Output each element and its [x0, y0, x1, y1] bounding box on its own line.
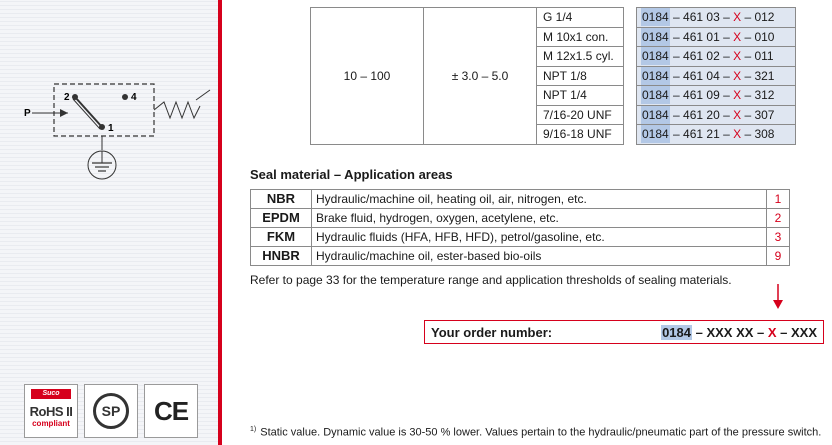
seal-code: 2	[767, 209, 790, 228]
part-prefix: 0184	[642, 127, 669, 142]
part-suffix: 321	[754, 68, 775, 83]
seal-row	[251, 247, 790, 266]
spacer-cell	[624, 47, 637, 67]
part-prefix: 0184	[642, 49, 669, 64]
order-number-box	[424, 320, 824, 344]
footnote-text: Static value. Dynamic value is 30-50 % lower. Values pertain to the hydraulic/pneumatic part of the pressure switch.	[260, 426, 822, 439]
part-dash: –	[719, 88, 734, 103]
pressure-range-cell: 10 – 100	[311, 8, 424, 145]
part-dash: –	[669, 49, 684, 64]
seal-code: 3	[767, 228, 790, 247]
csa-mark: SP	[93, 393, 129, 429]
order-mid: – XXX XX –	[691, 324, 768, 340]
part-number-cell	[637, 47, 796, 67]
part-prefix: 0184	[642, 88, 669, 103]
thread-cell: NPT 1/4	[537, 86, 624, 106]
part-dash: –	[719, 68, 734, 83]
part-seal-code: X	[733, 68, 742, 83]
certification-logos	[24, 384, 198, 438]
part-dash: –	[719, 49, 734, 64]
order-label: Your order number:	[431, 324, 553, 340]
sidebar-panel	[0, 0, 218, 445]
spec-row	[311, 8, 796, 28]
spacer-cell	[624, 86, 637, 106]
part-dash: –	[741, 68, 755, 83]
part-dash: –	[741, 88, 755, 103]
part-dash: –	[719, 10, 734, 25]
port-1-label: 1	[108, 123, 114, 134]
part-dash: –	[669, 68, 684, 83]
ce-mark: CE	[153, 395, 189, 426]
part-dash: –	[719, 107, 734, 122]
part-number-cell	[637, 125, 796, 145]
part-number-cell	[637, 8, 796, 28]
temperature-note: Refer to page 33 for the temperature range and application thresholds of sealing materials.	[250, 273, 732, 287]
part-prefix: 0184	[642, 29, 669, 44]
part-suffix: 010	[754, 29, 775, 44]
spacer-cell	[624, 125, 637, 145]
part-series: 461 21	[683, 127, 720, 142]
part-seal-code: X	[733, 107, 742, 122]
rohs-subtitle: compliant	[32, 419, 70, 428]
spec-table	[310, 7, 796, 145]
part-dash: –	[741, 107, 755, 122]
port-2-label: 2	[64, 92, 70, 103]
ce-logo	[144, 384, 198, 438]
part-dash: –	[669, 10, 684, 25]
part-series: 461 03	[683, 10, 720, 25]
order-seal-code: X	[767, 324, 777, 340]
seal-code: 9	[767, 247, 790, 266]
footnote-mark: 1)	[250, 426, 257, 433]
part-suffix: 308	[754, 127, 775, 142]
part-seal-code: X	[733, 49, 742, 64]
part-number-cell	[637, 86, 796, 106]
seal-material: FKM	[251, 228, 312, 247]
part-suffix: 307	[754, 107, 775, 122]
part-suffix: 011	[754, 49, 774, 64]
thread-cell: M 12x1.5 cyl.	[537, 47, 624, 67]
part-suffix: 012	[754, 10, 775, 25]
seal-material: EPDM	[251, 209, 312, 228]
red-divider	[218, 0, 222, 445]
part-seal-code: X	[733, 10, 742, 25]
part-seal-code: X	[733, 88, 742, 103]
port-4-label: 4	[131, 92, 137, 103]
part-dash: –	[719, 29, 734, 44]
spacer-cell	[624, 8, 637, 28]
seal-material: NBR	[251, 190, 312, 209]
part-dash: –	[669, 127, 684, 142]
thread-cell: G 1/4	[537, 8, 624, 28]
part-dash: –	[669, 29, 684, 44]
seal-application: Hydraulic fluids (HFA, HFB, HFD), petrol/gasoline, etc.	[312, 228, 767, 247]
part-series: 461 01	[683, 29, 720, 44]
thread-cell: NPT 1/8	[537, 66, 624, 86]
part-series: 461 04	[683, 68, 720, 83]
spacer-cell	[624, 27, 637, 47]
part-dash: –	[741, 10, 755, 25]
seal-application: Hydraulic/machine oil, heating oil, air, nitrogen, etc.	[312, 190, 767, 209]
part-prefix: 0184	[642, 107, 669, 122]
csa-logo	[84, 384, 138, 438]
seal-code: 1	[767, 190, 790, 209]
rohs-brand: Suco	[31, 389, 71, 399]
order-value	[661, 325, 817, 340]
part-seal-code: X	[733, 127, 742, 142]
tolerance-cell: ± 3.0 – 5.0	[424, 8, 537, 145]
part-series: 461 02	[683, 49, 720, 64]
spacer-cell	[624, 105, 637, 125]
part-dash: –	[741, 127, 755, 142]
part-seal-code: X	[733, 29, 742, 44]
port-p-label: P	[24, 108, 31, 119]
part-number-cell	[637, 27, 796, 47]
part-prefix: 0184	[642, 68, 669, 83]
spacer-cell	[624, 66, 637, 86]
seal-row	[251, 228, 790, 247]
part-number-cell	[637, 105, 796, 125]
part-prefix: 0184	[642, 10, 669, 25]
thread-cell: 7/16-20 UNF	[537, 105, 624, 125]
part-dash: –	[719, 127, 734, 142]
order-prefix: 0184	[662, 324, 691, 340]
part-number-cell	[637, 66, 796, 86]
part-series: 461 09	[683, 88, 720, 103]
order-suffix: – XXX	[776, 324, 817, 340]
part-dash: –	[669, 107, 684, 122]
seal-row	[251, 190, 790, 209]
seal-section-title: Seal material – Application areas	[250, 167, 453, 182]
part-dash: –	[741, 49, 755, 64]
footnote	[250, 426, 821, 439]
seal-application: Hydraulic/machine oil, ester-based bio-oils	[312, 247, 767, 266]
seal-material: HNBR	[251, 247, 312, 266]
thread-cell: M 10x1 con.	[537, 27, 624, 47]
seal-application: Brake fluid, hydrogen, oxygen, acetylene, etc.	[312, 209, 767, 228]
rohs-title: RoHS II	[29, 404, 73, 419]
thread-cell: 9/16-18 UNF	[537, 125, 624, 145]
seal-material-table	[250, 189, 790, 266]
down-arrow-icon	[771, 284, 785, 310]
part-dash: –	[669, 88, 684, 103]
seal-row	[251, 209, 790, 228]
switch-symbol-diagram	[20, 80, 220, 190]
part-suffix: 312	[754, 88, 775, 103]
part-dash: –	[741, 29, 755, 44]
part-series: 461 20	[683, 107, 720, 122]
rohs-logo	[24, 384, 78, 438]
